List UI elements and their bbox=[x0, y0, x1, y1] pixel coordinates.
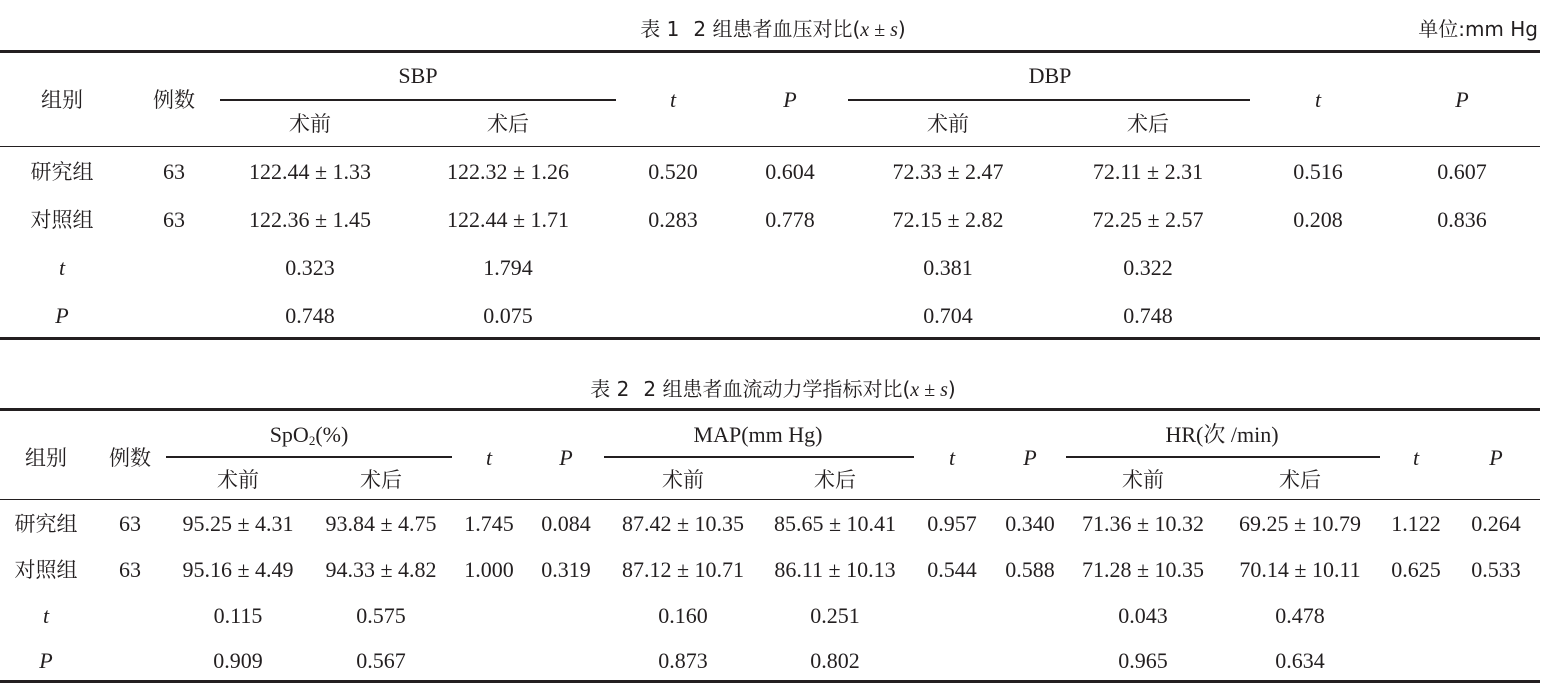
table2-top-rule bbox=[0, 408, 1540, 411]
table1-row1-t1: 0.520 bbox=[648, 159, 698, 184]
table1-row2-t2: 0.208 bbox=[1293, 207, 1343, 232]
table1-row2-dbp-post: 72.25 ± 2.57 bbox=[1092, 207, 1204, 232]
table2-t-map-pre: 0.160 bbox=[658, 603, 708, 628]
table2-row2-p1: 0.319 bbox=[541, 557, 591, 582]
table1-header-sbp: SBP bbox=[398, 63, 438, 88]
table2-row2-map-pre: 87.12 ± 10.71 bbox=[621, 557, 745, 582]
table1-unit: 单位:mm Hg bbox=[1418, 17, 1538, 41]
table2-title-close: ) bbox=[947, 377, 956, 401]
table1-row2-p2: 0.836 bbox=[1437, 207, 1487, 232]
table1-row2-group: 对照组 bbox=[30, 208, 94, 232]
table2-header-hr-before: 术前 bbox=[1122, 468, 1164, 492]
table2-caption bbox=[0, 376, 1546, 403]
table1-header-dbp-before: 术前 bbox=[927, 112, 969, 136]
table2-t-spo2-pre: 0.115 bbox=[213, 603, 263, 628]
table1-row1-group: 研究组 bbox=[30, 160, 94, 184]
table2-p-hr-pre: 0.965 bbox=[1118, 648, 1168, 673]
table2-row2-t2: 0.544 bbox=[927, 557, 977, 582]
table2-row1-t2: 0.957 bbox=[927, 511, 977, 536]
table1-t-row-label: t bbox=[58, 255, 66, 280]
table2-row1-map-pre: 87.42 ± 10.35 bbox=[621, 511, 745, 536]
table2-header-hr-after: 术后 bbox=[1279, 468, 1321, 492]
table1-stat: x ± s bbox=[860, 19, 898, 41]
table1-p-sbp-post: 0.075 bbox=[483, 303, 533, 328]
table2-row1-hr-post: 69.25 ± 10.79 bbox=[1238, 511, 1362, 536]
table2-row1-spo2-post: 93.84 ± 4.75 bbox=[325, 511, 437, 536]
table2-row2-t3: 0.625 bbox=[1391, 557, 1441, 582]
table1-row1-dbp-post: 72.11 ± 2.31 bbox=[1092, 159, 1204, 184]
table1-row2-dbp-pre: 72.15 ± 2.82 bbox=[892, 207, 1004, 232]
table2-header-spo2 bbox=[270, 421, 349, 449]
table2-row1-t1: 1.745 bbox=[464, 511, 514, 536]
table2-header-map-after: 术后 bbox=[814, 468, 856, 492]
table1-header-sbp-after: 术后 bbox=[487, 112, 529, 136]
table2-p-spo2-pre: 0.909 bbox=[213, 648, 263, 673]
table2-row2-spo2-post: 94.33 ± 4.82 bbox=[325, 557, 437, 582]
table2-row2-group: 对照组 bbox=[14, 558, 78, 582]
table2-row1-n: 63 bbox=[119, 511, 141, 536]
table2-row2-p2: 0.588 bbox=[1005, 557, 1055, 582]
table1-row1-t2: 0.516 bbox=[1293, 159, 1343, 184]
table1-header-t1: t bbox=[669, 87, 677, 112]
table1-t-sbp-pre: 0.323 bbox=[285, 255, 335, 280]
table2-row1-p2: 0.340 bbox=[1005, 511, 1055, 536]
table2-row1-group: 研究组 bbox=[14, 512, 78, 536]
table2-header-p2: P bbox=[1023, 445, 1037, 470]
table2-row2-spo2-pre: 95.16 ± 4.49 bbox=[182, 557, 294, 582]
table2-header-spo2-unit: (%) bbox=[315, 422, 349, 447]
table2-p-map-post: 0.802 bbox=[810, 648, 860, 673]
table2-t-row-label: t bbox=[42, 603, 50, 628]
table2-header-spo2-after: 术后 bbox=[360, 468, 402, 492]
table1-title-close: ) bbox=[897, 17, 906, 41]
table2-header-map-before: 术前 bbox=[662, 468, 704, 492]
table1-header-group: 组别 bbox=[41, 88, 83, 112]
table1-t-sbp-post: 1.794 bbox=[483, 255, 533, 280]
table2-title: 2 组患者血流动力学指标对比( bbox=[643, 377, 911, 401]
table2-header-t1: t bbox=[485, 445, 493, 470]
table2-t-hr-pre: 0.043 bbox=[1118, 603, 1168, 628]
table2-row1-p3: 0.264 bbox=[1471, 511, 1521, 536]
table1-header-sbp-before: 术前 bbox=[289, 112, 331, 136]
table1-header-dbp-after: 术后 bbox=[1127, 112, 1169, 136]
table1-row1-p1: 0.604 bbox=[765, 159, 815, 184]
table1-caption bbox=[0, 16, 1546, 43]
table1-header-rule bbox=[0, 146, 1540, 147]
table1-header-p1: P bbox=[783, 87, 797, 112]
table2-bottom-rule bbox=[0, 680, 1540, 683]
table1-header-p2: P bbox=[1455, 87, 1469, 112]
table1-p-sbp-pre: 0.748 bbox=[285, 303, 335, 328]
table1-row1-n: 63 bbox=[163, 159, 185, 184]
table1-row1-sbp-post: 122.32 ± 1.26 bbox=[446, 159, 570, 184]
table2-header-p1: P bbox=[559, 445, 573, 470]
table2-header-p3: P bbox=[1489, 445, 1503, 470]
table2-row2-p3: 0.533 bbox=[1471, 557, 1521, 582]
table2-p-spo2-post: 0.567 bbox=[356, 648, 406, 673]
table1-dbp-group-rule bbox=[848, 99, 1250, 101]
table1-header-t2: t bbox=[1314, 87, 1322, 112]
table1-top-rule bbox=[0, 50, 1540, 53]
table2-row2-n: 63 bbox=[119, 557, 141, 582]
table1-row2-sbp-pre: 122.36 ± 1.45 bbox=[248, 207, 372, 232]
table1-row2-n: 63 bbox=[163, 207, 185, 232]
table2-spo2-group-rule bbox=[166, 456, 452, 458]
table2-label: 表 2 bbox=[590, 377, 630, 401]
table2-header-spo2-sub: 2 bbox=[308, 433, 316, 448]
table1-header-dbp: DBP bbox=[1028, 63, 1072, 88]
table2-p-map-pre: 0.873 bbox=[658, 648, 708, 673]
table2-header-spo2-main: SpO bbox=[269, 422, 309, 447]
table2-stat: x ± s bbox=[910, 379, 948, 401]
table1-title: 2 组患者血压对比( bbox=[693, 17, 861, 41]
table2-t-map-post: 0.251 bbox=[810, 603, 860, 628]
table1-t-dbp-pre: 0.381 bbox=[923, 255, 973, 280]
table2-p-row-label: P bbox=[39, 648, 53, 673]
table2-row1-map-post: 85.65 ± 10.41 bbox=[773, 511, 897, 536]
table2-row2-map-post: 86.11 ± 10.13 bbox=[774, 557, 896, 582]
table1-t-dbp-post: 0.322 bbox=[1123, 255, 1173, 280]
table2-row1-hr-pre: 71.36 ± 10.32 bbox=[1081, 511, 1205, 536]
table2-p-hr-post: 0.634 bbox=[1275, 648, 1325, 673]
table2-row2-hr-post: 70.14 ± 10.11 bbox=[1239, 557, 1361, 582]
table1-row2-p1: 0.778 bbox=[765, 207, 815, 232]
table2-row1-t3: 1.122 bbox=[1391, 511, 1441, 536]
table2-header-t3: t bbox=[1412, 445, 1420, 470]
table2-hr-group-rule bbox=[1066, 456, 1380, 458]
table1-row1-sbp-pre: 122.44 ± 1.33 bbox=[248, 159, 372, 184]
table2-header-spo2-before: 术前 bbox=[217, 468, 259, 492]
table2-row1-p1: 0.084 bbox=[541, 511, 591, 536]
table2-header-t2: t bbox=[948, 445, 956, 470]
table2-header-map: MAP(mm Hg) bbox=[693, 422, 823, 447]
table2-row1-spo2-pre: 95.25 ± 4.31 bbox=[182, 511, 294, 536]
table1-sbp-group-rule bbox=[220, 99, 616, 101]
table2-t-hr-post: 0.478 bbox=[1275, 603, 1325, 628]
table1-row1-p2: 0.607 bbox=[1437, 159, 1487, 184]
table1-header-cases: 例数 bbox=[153, 88, 195, 112]
table1-row1-dbp-pre: 72.33 ± 2.47 bbox=[892, 159, 1004, 184]
table2-header-rule bbox=[0, 499, 1540, 500]
table1-p-row-label: P bbox=[55, 303, 69, 328]
table2-t-spo2-post: 0.575 bbox=[356, 603, 406, 628]
table2-header-group: 组别 bbox=[25, 446, 67, 470]
table1-row2-sbp-post: 122.44 ± 1.71 bbox=[446, 207, 570, 232]
table1-bottom-rule bbox=[0, 337, 1540, 340]
table2-row2-hr-pre: 71.28 ± 10.35 bbox=[1081, 557, 1205, 582]
table1-p-dbp-pre: 0.704 bbox=[923, 303, 973, 328]
table1-label: 表 1 bbox=[640, 17, 680, 41]
table2-header-cases: 例数 bbox=[109, 446, 151, 470]
table2-header-hr: HR(次 /min) bbox=[1165, 422, 1279, 447]
table2-map-group-rule bbox=[604, 456, 914, 458]
table1-p-dbp-post: 0.748 bbox=[1123, 303, 1173, 328]
table1-row2-t1: 0.283 bbox=[648, 207, 698, 232]
table2-row2-t1: 1.000 bbox=[464, 557, 514, 582]
